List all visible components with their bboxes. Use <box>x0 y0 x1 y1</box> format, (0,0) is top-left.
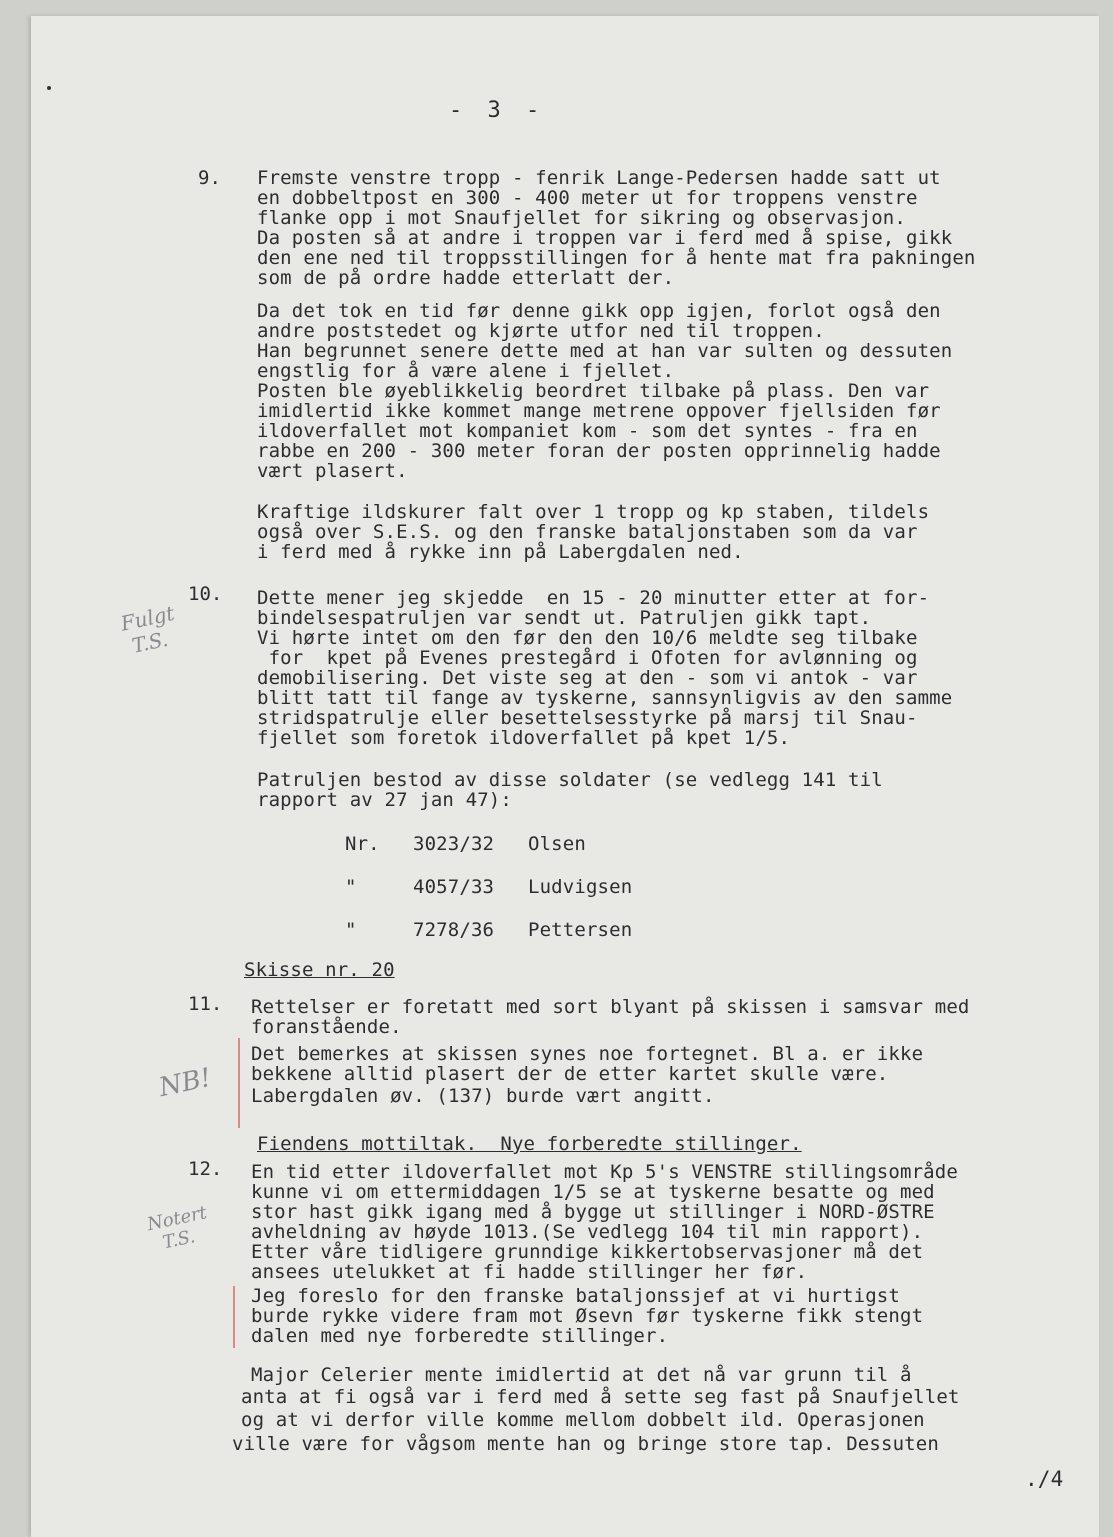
soldier-1-prefix: Nr. <box>345 833 380 855</box>
section-11-line-1: Rettelser er foretatt med sort blyant på skissen i samsvar med <box>251 996 970 1018</box>
fiendens-heading: Fiendens mottiltak. Nye forberedte stillinger. <box>257 1133 802 1155</box>
section-12-line-8: burde rykke videre fram mot Øsevn før tyskerne fikk stengt <box>251 1305 924 1327</box>
section-number-9: 9. <box>198 167 221 189</box>
margin-red-line-2 <box>233 1286 235 1348</box>
section-10-line-3: Vi hørte intet om den før den den 10/6 meldte seg tilbake <box>257 627 918 649</box>
section-12-para-2-line-4: ville være for vågsom mente han og bringe store tap. Dessuten <box>232 1433 939 1455</box>
handwritten-margin-note: Fulgt T.S. <box>118 600 177 660</box>
section-12-line-3: stor hast gikk igang med å bygge ut stillinger i NORD-ØSTRE <box>251 1201 935 1223</box>
section-10-para-2-line-2: rapport av 27 jan 47): <box>257 789 512 811</box>
section-12-line-4: avheldning av høyde 1013.(Se vedlegg 104 til min rapport). <box>251 1221 924 1243</box>
section-9-para-2-line-9: vært plasert. <box>257 460 408 482</box>
section-10-line-2: bindelsespatruljen var sendt ut. Patruljen gikk tapt. <box>257 607 872 629</box>
handwritten-margin-note-2: Notert T.S. <box>145 1202 209 1256</box>
section-12-para-2-line-3: og at vi derfor ville komme mellom dobbelt ild. Operasjonen <box>241 1409 925 1431</box>
margin-red-line-1 <box>238 1038 240 1128</box>
section-11-para-2-line-2: bekkene alltid plasert der de etter kartet skulle være. <box>251 1063 889 1085</box>
section-12-line-9: dalen med nye forberedte stillinger. <box>251 1325 669 1347</box>
section-10-line-4: for kpet på Evenes prestegård i Ofoten for avlønning og <box>257 647 918 669</box>
section-10-line-6: blitt tatt til fange av tyskerne, sannsynligvis av den samme <box>257 687 953 709</box>
section-9-para-2-line-2: andre poststedet og kjørte utfor ned til troppen. <box>257 320 825 342</box>
section-12-para-2-line-1: Major Celerier mente imidlertid at det nå var grunn til å <box>251 1364 912 1386</box>
soldier-2-prefix: " <box>345 876 357 898</box>
page-number: - 3 - <box>449 98 546 123</box>
skisse-heading: Skisse nr. 20 <box>244 959 395 981</box>
soldier-2-name: Ludvigsen <box>528 876 633 898</box>
section-9-para-2-line-7: ildoverfallet mot kompaniet kom - som det syntes - fra en <box>257 420 918 442</box>
section-9-para-2-line-5: Posten ble øyeblikkelig beordret tilbake på plass. Den var <box>257 380 930 402</box>
section-9-para-2-line-3: Han begrunnet senere dette med at han var sulten og dessuten <box>257 340 953 362</box>
section-10-para-2-line-1: Patruljen bestod av disse soldater (se vedlegg 141 til <box>257 769 883 791</box>
section-9-line-1: Fremste venstre tropp - fenrik Lange-Pedersen hadde satt ut <box>257 167 941 189</box>
section-10-line-1: Dette mener jeg skjedde en 15 - 20 minutter etter at for- <box>257 587 930 609</box>
section-number-11: 11. <box>188 993 223 1015</box>
soldier-1-id: 3023/32 <box>413 833 495 855</box>
section-number-10: 10. <box>188 583 223 605</box>
soldier-3-id: 7278/36 <box>413 919 495 941</box>
section-9-para-3-line-3: i ferd med å rykke inn på Labergdalen ned. <box>257 541 744 563</box>
section-10-line-7: stridspatrulje eller besettelsesstyrke på marsj til Snau- <box>257 707 918 729</box>
section-11-para-2-line-1: Det bemerkes at skissen synes noe fortegnet. Bl a. er ikke <box>251 1043 924 1065</box>
section-9-line-2: en dobbeltpost en 300 - 400 meter ut for troppens venstre <box>257 187 918 209</box>
section-9-para-2-line-1: Da det tok en tid før denne gikk opp igjen, forlot også den <box>257 300 941 322</box>
document-page <box>31 16 1099 1537</box>
section-9-line-3: flanke opp i mot Snaufjellet for sikring og observasjon. <box>257 207 906 229</box>
section-11-para-2-line-3: Labergdalen øv. (137) burde vært angitt. <box>251 1085 715 1107</box>
section-10-line-5: demobilisering. Det viste seg at den - som vi antok - var <box>257 667 918 689</box>
section-12-line-5: Etter våre tidligere grunndige kikkertobservasjoner må det <box>251 1241 924 1263</box>
footer-continuation: ./4 <box>1025 1467 1064 1491</box>
handwritten-nb-mark: NB! <box>156 1062 214 1104</box>
section-12-line-2: kunne vi om ettermiddagen 1/5 se at tyskerne besatte og med <box>251 1181 935 1203</box>
soldier-3-prefix: " <box>345 919 357 941</box>
section-9-line-5: den ene ned til troppsstillingen for å hente mat fra pakningen <box>257 247 976 269</box>
soldier-2-id: 4057/33 <box>413 876 495 898</box>
section-9-para-2-line-6: imidlertid ikke kommet mange metrene oppover fjellsiden før <box>257 400 941 422</box>
section-10-line-8: fjellet som foretok ildoverfallet på kpet 1/5. <box>257 727 791 749</box>
soldier-1-name: Olsen <box>528 833 586 855</box>
punch-mark <box>47 86 51 90</box>
section-9-para-3-line-1: Kraftige ildskurer falt over 1 tropp og kp staben, tildels <box>257 501 930 523</box>
soldier-3-name: Pettersen <box>528 919 633 941</box>
section-9-line-6: som de på ordre hadde etterlatt der. <box>257 267 675 289</box>
section-9-para-2-line-4: engstlig for å være alene i fjellet. <box>257 360 675 382</box>
section-12-line-7: Jeg foreslo for den franske bataljonssjef at vi hurtigst <box>251 1285 900 1307</box>
section-9-para-2-line-8: rabbe en 200 - 300 meter foran der posten opprinnelig hadde <box>257 440 941 462</box>
section-11-line-2: foranstående. <box>251 1016 402 1038</box>
section-number-12: 12. <box>188 1158 223 1180</box>
section-9-para-3-line-2: også over S.E.S. og den franske bataljonstaben som da var <box>257 521 918 543</box>
section-12-para-2-line-2: anta at fi også var i ferd med å sette seg fast på Snaufjellet <box>241 1386 960 1408</box>
section-9-line-4: Da posten så at andre i troppen var i ferd med å spise, gikk <box>257 227 953 249</box>
section-12-line-1: En tid etter ildoverfallet mot Kp 5's VENSTRE stillingsområde <box>251 1161 958 1183</box>
section-12-line-6: ansees utelukket at fi hadde stillinger her før. <box>251 1261 808 1283</box>
